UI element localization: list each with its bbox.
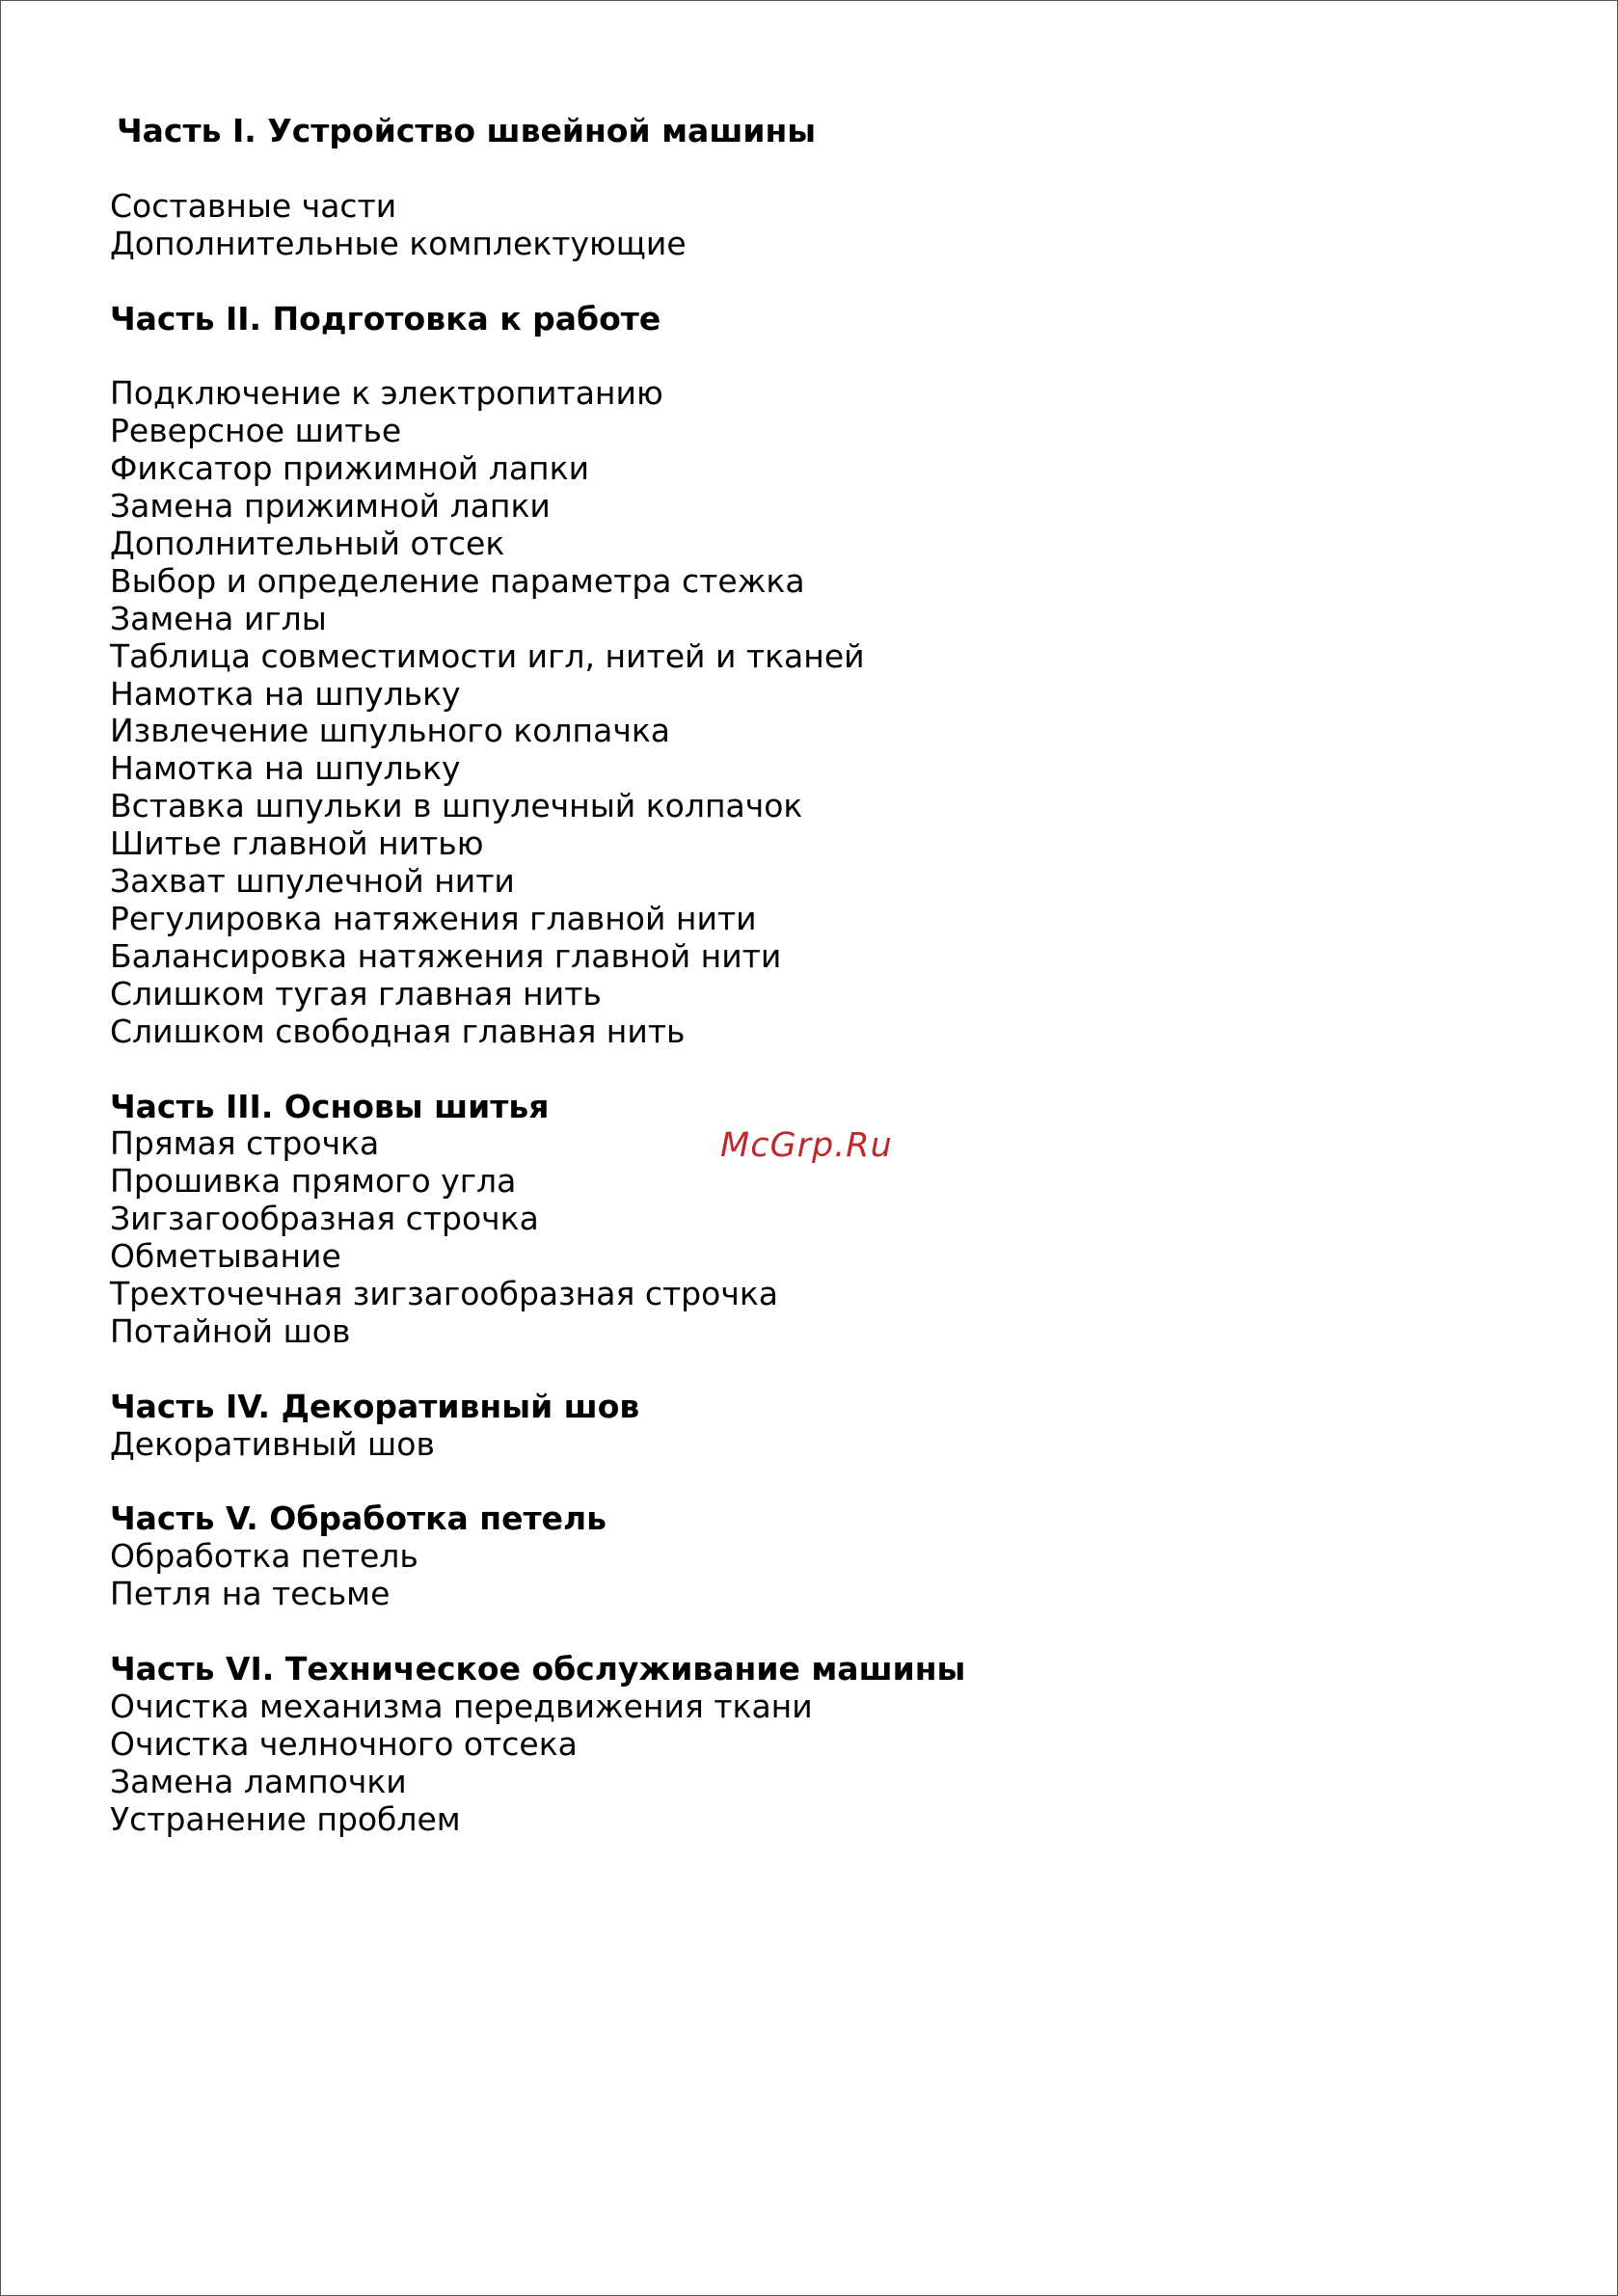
spacer [110,1051,1171,1089]
list-item: Намотка на шпульку [110,674,461,713]
list-item: Очистка механизма передвижения ткани [110,1687,813,1725]
part-title: Часть IV. Декоративный шов [110,1387,640,1425]
list-item: Слишком тугая главная нить [110,974,602,1013]
part-4 [110,1389,1171,1464]
part-1 [110,113,1171,263]
part-2 [110,301,1171,1051]
list-item: Выбор и определение параметра стежка [110,561,805,600]
spacer [110,150,1171,188]
list-item: Обметывание [110,1237,341,1276]
list-item: Трехточечная зигзагообразная строчка [110,1275,778,1313]
list-item: Вставка шпульки в шпулечный колпачок [110,787,803,825]
list-item: Захват шпулечной нити [110,862,515,901]
part-title: Часть II. Подготовка к работе [110,299,661,338]
list-item: Зигзагообразная строчка [110,1200,539,1238]
list-item: Составные части [110,186,397,225]
part-title: Часть V. Обработка петель [110,1499,607,1538]
spacer [110,1464,1171,1501]
list-item: Реверсное шитье [110,412,402,450]
spacer [110,338,1171,375]
part-title: Часть VI. Техническое обслуживание машины [110,1650,966,1688]
spacer [110,1351,1171,1389]
list-item: Прошивка прямого угла [110,1162,517,1201]
list-item: Петля на тесьме [110,1575,391,1613]
list-item: Слишком свободная главная нить [110,1012,686,1050]
table-of-contents [110,113,1171,1839]
part-3 [110,1089,1171,1351]
part-5 [110,1500,1171,1613]
list-item: Таблица совместимости игл, нитей и тканей [110,636,865,675]
list-item: Дополнительный отсек [110,524,505,562]
spacer [110,263,1171,301]
list-item: Декоративный шов [110,1424,435,1463]
list-item: Замена иглы [110,599,327,637]
list-item: Шитье главной нитью [110,824,484,863]
list-item: Дополнительные комплектующие [110,224,687,262]
list-item: Подключение к электропитанию [110,374,663,413]
list-item: Балансировка натяжения главной нити [110,936,782,975]
list-item: Обработка петель [110,1537,418,1576]
list-item: Извлечение шпульного колпачка [110,712,670,750]
list-item: Потайной шов [110,1311,351,1350]
part-6 [110,1651,1171,1839]
list-item: Намотка на шпульку [110,749,461,788]
list-item: Регулировка натяжения главной нити [110,899,757,937]
list-item: Замена лампочки [110,1762,407,1800]
part-title: Часть I. Устройство швейной машины [117,112,817,149]
spacer [110,1613,1171,1651]
watermark: McGrp.Ru [720,1126,893,1165]
list-item: Замена прижимной лапки [110,487,551,526]
list-item: Очистка челночного отсека [110,1724,578,1763]
part-title: Часть III. Основы шитья [110,1087,550,1125]
list-item: Устранение проблем [110,1799,461,1838]
list-item: Фиксатор прижимной лапки [110,449,590,488]
list-item: Прямая строчка [110,1124,380,1163]
